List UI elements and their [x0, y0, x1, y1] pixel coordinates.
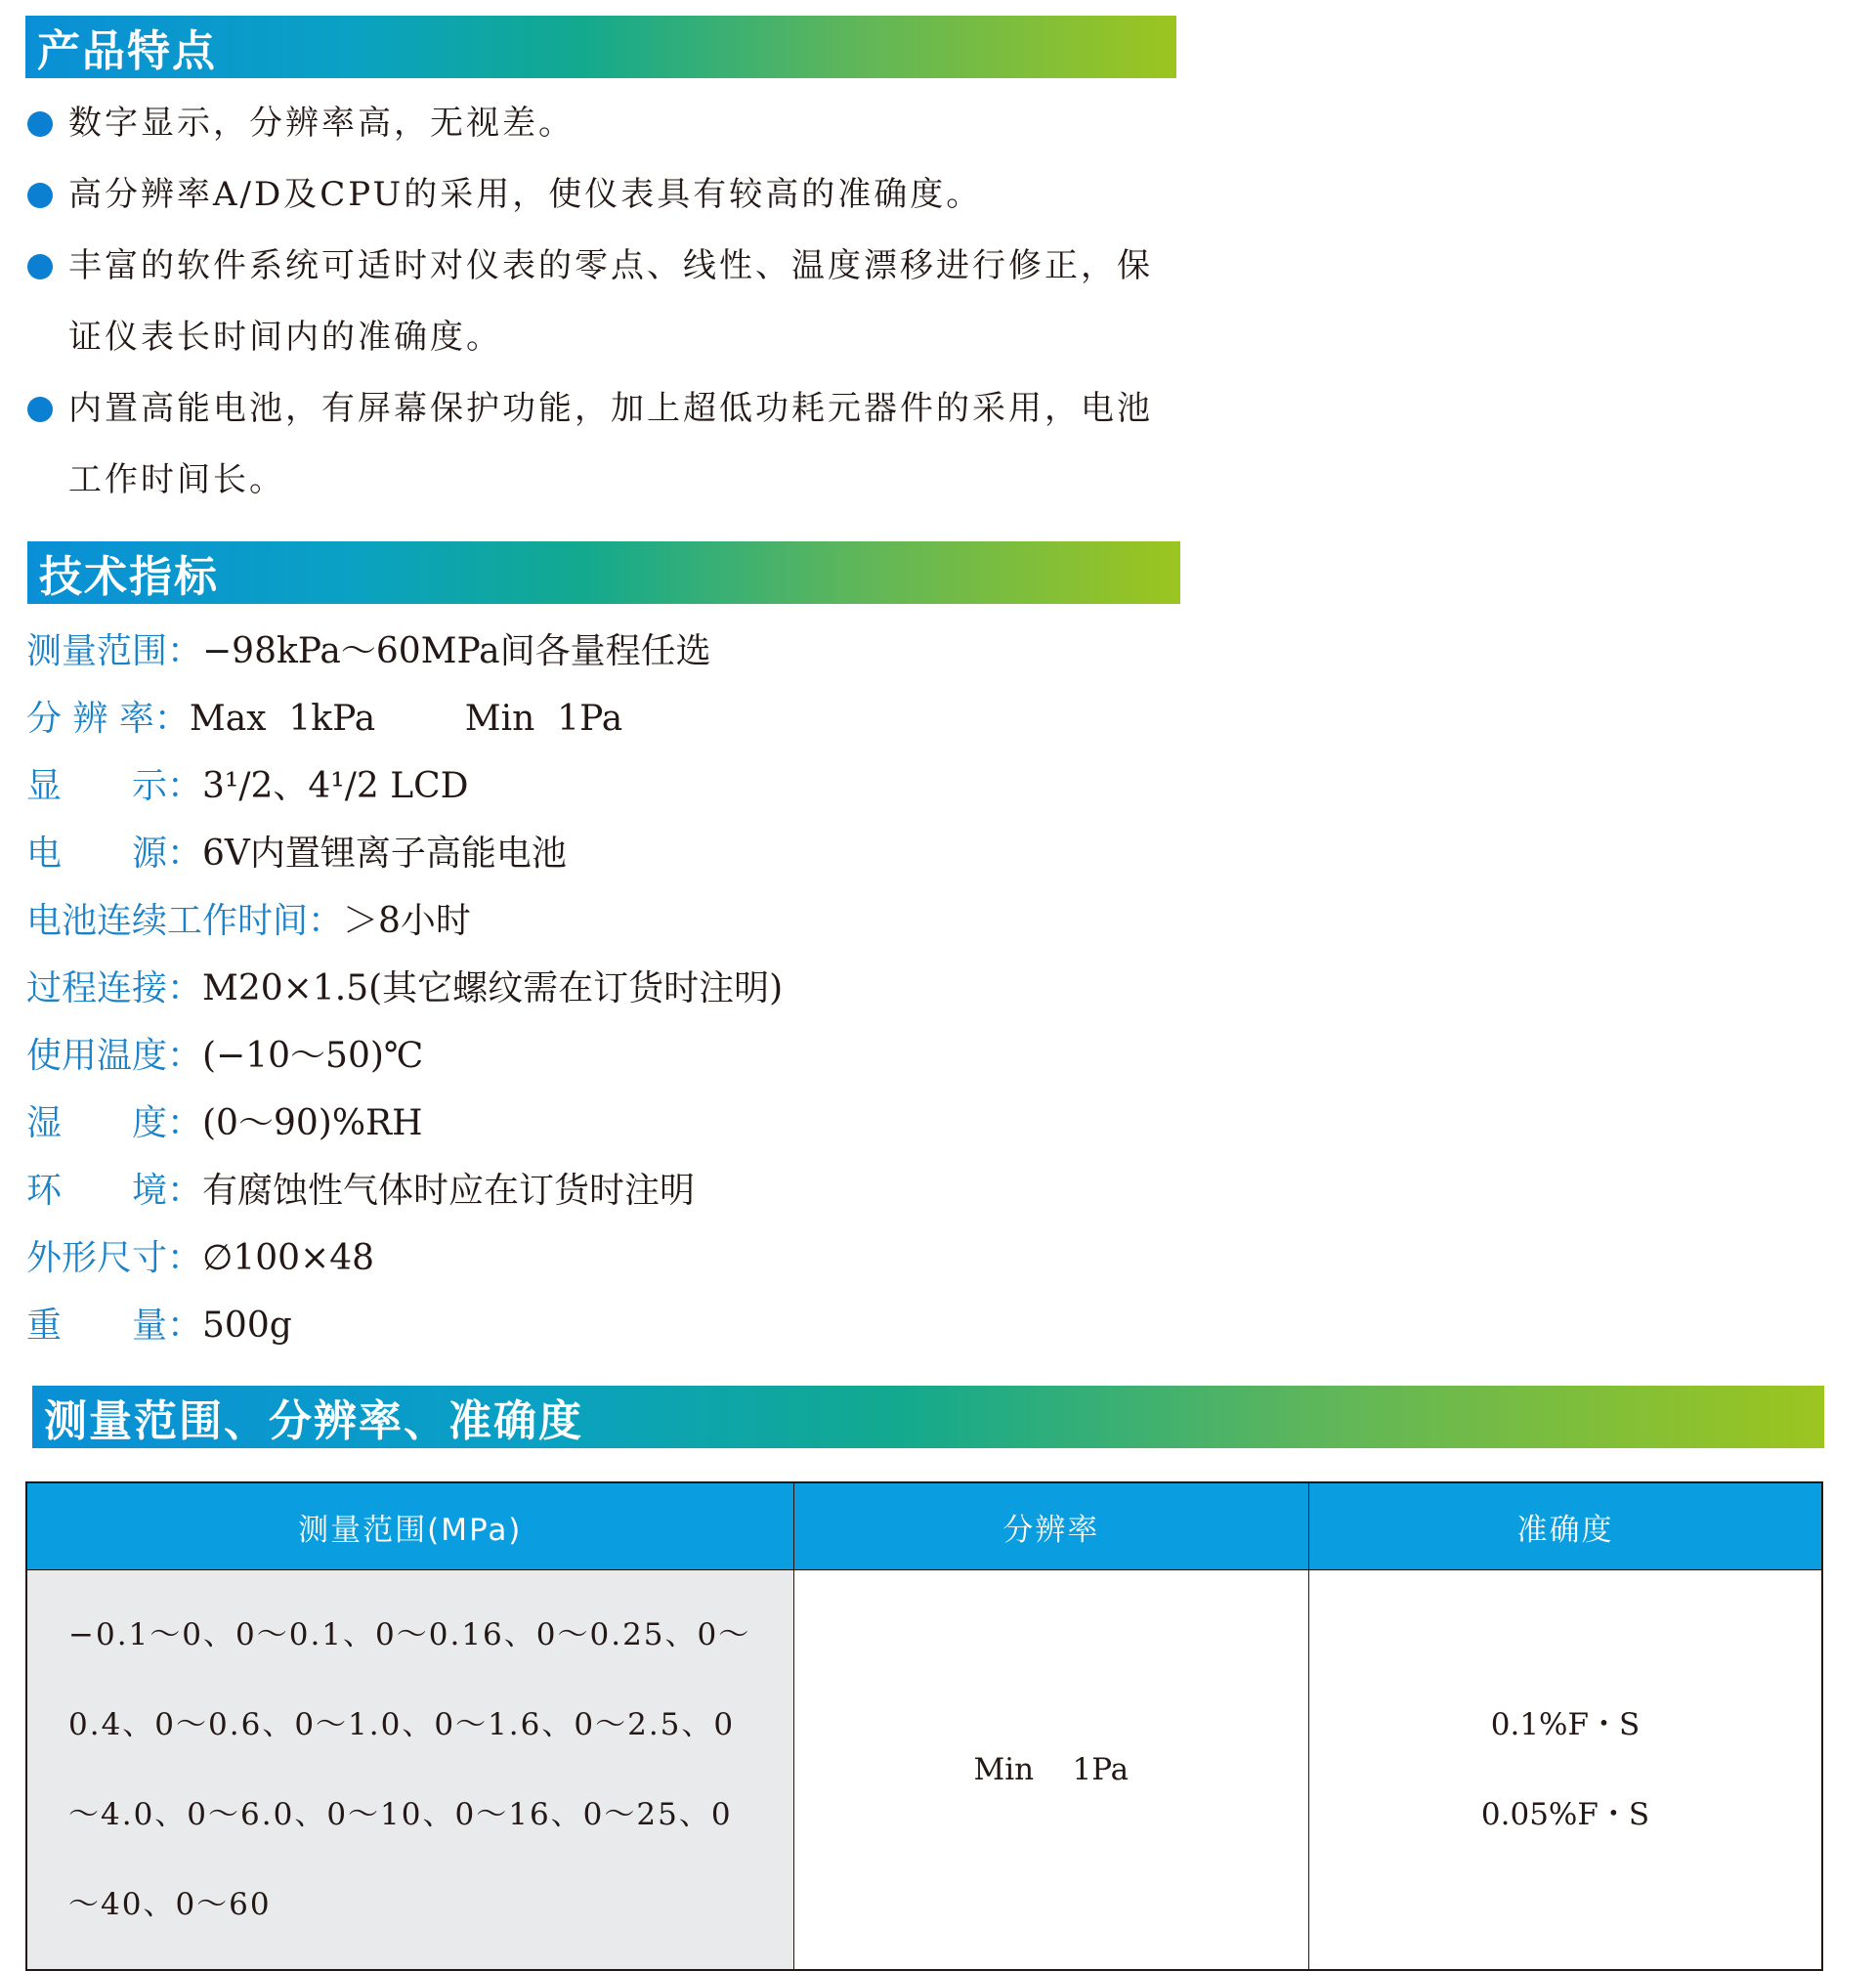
bullet-icon	[27, 111, 53, 137]
spec-value: 500g	[202, 1306, 292, 1346]
header-accuracy: 准确度	[1309, 1482, 1822, 1570]
spec-row	[26, 1157, 1199, 1224]
bullet-icon	[27, 254, 53, 279]
header-range: 测量范围(MPa)	[26, 1482, 793, 1570]
bullet-icon	[27, 397, 53, 422]
range-cell: −0.1～0、0～0.1、0～0.16、0～0.25、0～0.4、0～0.6、0～1.0、0～1.6、0～2.5、0～4.0、0～6.0、0～10、0～16、0～25、0～40、0～60	[26, 1570, 793, 1971]
spec-value: M20×1.5(其它螺纹需在订货时注明)	[202, 968, 784, 1008]
spec-label: 湿 度：	[26, 1103, 203, 1143]
spec-row	[26, 820, 1199, 887]
spec-value: (0～90)%RH	[202, 1103, 423, 1143]
resolution-cell: Min 1Pa	[793, 1570, 1308, 1971]
spec-label: 测量范围：	[26, 631, 203, 671]
spec-row	[26, 955, 1199, 1022]
spec-value: 6V内置锂离子高能电池	[202, 834, 567, 874]
spec-value: (−10～50)℃	[202, 1036, 424, 1076]
specs-list	[26, 618, 1199, 1359]
features-list	[27, 88, 1180, 516]
feature-text: 高分辨率A/D及CPU的采用，使仪表具有较高的准确度。	[68, 175, 983, 214]
feature-item	[27, 88, 1180, 159]
table-row	[26, 1570, 1822, 1971]
feature-text: 丰富的软件系统可适时对仪表的零点、线性、温度漂移进行修正，保证仪表长时间内的准确度。	[68, 246, 1153, 357]
feature-item	[27, 231, 1180, 373]
spec-row	[26, 1090, 1199, 1157]
table-section-bar	[32, 1386, 1824, 1448]
feature-item	[27, 159, 1180, 231]
feature-item	[27, 373, 1180, 516]
spec-row	[26, 887, 1199, 955]
specs-section-bar	[27, 541, 1180, 604]
spec-label: 重 量：	[26, 1306, 203, 1346]
spec-value: 有腐蚀性气体时应在订货时注明	[202, 1171, 696, 1211]
spec-label: 显 示：	[26, 766, 203, 806]
spec-label: 使用温度：	[26, 1036, 203, 1076]
spec-row	[26, 752, 1199, 820]
spec-row	[26, 1292, 1199, 1359]
table-header-row	[26, 1482, 1822, 1570]
accuracy-value: 0.05%F・S	[1480, 1797, 1650, 1832]
spec-row	[26, 1022, 1199, 1090]
features-section-bar	[25, 16, 1176, 78]
spec-value: Max 1kPa Min 1Pa	[189, 699, 623, 739]
table-section-title: 测量范围、分辨率、准确度	[44, 1396, 583, 1446]
spec-row	[26, 685, 1199, 752]
spec-row	[26, 618, 1199, 685]
spec-label: 外形尺寸：	[26, 1238, 203, 1278]
spec-value: ＞8小时	[343, 901, 471, 941]
accuracy-value: 0.1%F・S	[1490, 1707, 1641, 1742]
range-table	[25, 1481, 1823, 1971]
accuracy-cell	[1309, 1570, 1822, 1971]
feature-text: 数字显示，分辨率高，无视差。	[68, 104, 575, 143]
spec-label: 分 辨 率：	[26, 699, 190, 739]
feature-text: 内置高能电池，有屏幕保护功能，加上超低功耗元器件的采用，电池工作时间长。	[68, 389, 1153, 499]
specs-section-title: 技术指标	[39, 552, 219, 602]
features-section-title: 产品特点	[37, 26, 217, 76]
spec-label: 过程连接：	[26, 968, 203, 1008]
spec-value: ∅100×48	[202, 1238, 375, 1278]
bullet-icon	[27, 183, 53, 208]
spec-value: 3¹/2、4¹/2 LCD	[202, 766, 469, 806]
header-resolution: 分辨率	[793, 1482, 1308, 1570]
spec-value: −98kPa～60MPa间各量程任选	[202, 631, 711, 671]
spec-row	[26, 1224, 1199, 1292]
spec-label: 环 境：	[26, 1171, 203, 1211]
spec-label: 电 源：	[26, 834, 203, 874]
spec-label: 电池连续工作时间：	[26, 901, 344, 941]
